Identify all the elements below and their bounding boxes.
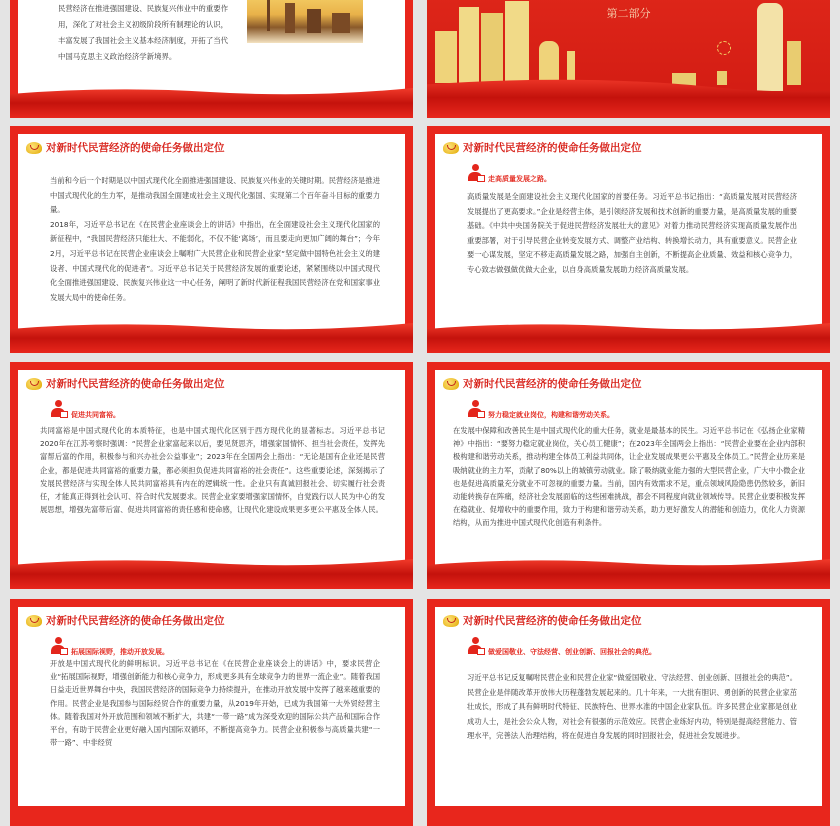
slide-title bbox=[26, 140, 225, 155]
slide-title-text: 对新时代民营经济的使命任务做出定位 bbox=[46, 615, 225, 627]
slide-subtitle-text: 促进共同富裕。 bbox=[71, 411, 120, 419]
party-emblem-icon bbox=[443, 142, 459, 154]
slide-subtitle bbox=[467, 637, 656, 657]
red-ribbon-decoration bbox=[10, 555, 413, 589]
slide-title-text: 对新时代民营经济的使命任务做出定位 bbox=[463, 615, 642, 627]
person-presenter-icon bbox=[50, 637, 68, 657]
slide-subtitle-text: 走高质量发展之路。 bbox=[488, 175, 551, 183]
slide-subtitle bbox=[467, 164, 551, 184]
person-presenter-icon bbox=[467, 637, 485, 657]
slide-body-text: 当前和今后一个时期是以中国式现代化全面推进强国建设、民族复兴伟业的关键时期。民营经济是推进中国式现代化的生力军，是推动我国全面建成社会主义现代化强国、实现第二个百年奋斗目标的重要力量。 2018年，习近平总书记在《在民营企业座谈会上的讲话》中指出，在全面建设社会主义现代化国家的新征程中，“我国民营经济只能壮大、不能弱化，不仅不能‘离场’，而且要走向更加广阔的舞台”；今年2月，习近平总书记在民营企业座谈会上嘱咐广大民营企业和民营企业家“坚定做中国特色社会主义的建设者、中国式现代化的促进者”。习近平总书记关于民营经济发展的重要论述，紧紧围绕以中国式现代化全面推进强国建设、民族复兴伟业这一中心任务，阐明了新时代新征程我国民营经济在党和国家事业发展大局中的使命任务。 bbox=[50, 176, 380, 302]
section-label: 第二部分 bbox=[606, 7, 651, 20]
slide-body-text: 高质量发展是全面建设社会主义现代化国家的首要任务。习近平总书记指出：“高质量发展对民营经济发展提出了更高要求。”企业是经营主体，是引领经济发展和技术创新的重要力量，是高质量发展的重要基础。《中共中央国务院关于促进民营经济发展壮大的意见》对着力推动民营经济实现高质量发展作出重要部署，对于引导民营企业转变发展方式、调整产业结构、转换增长动力，具有重要意义。民营企业要一心谋发展，坚定不移走高质量发展之路，加强自主创新，不断提高企业质量、效益和核心竞争力，专心致志做强做优做大企业，以自身高质量发展助力经济高质量发展。 bbox=[467, 192, 797, 274]
slide-body-text: 开放是中国式现代化的鲜明标识。习近平总书记在《在民营企业座谈会上的讲话》中，要求民营企业“拓展国际视野，增强创新能力和核心竞争力，形成更多具有全球竞争力的世界一流企业”。随着我国日益走近世界舞台中央，我国民营经济的国际竞争力持续提升，在推动开放发展中发挥了越来越重要的作用。民营企业是我国参与国际经贸合作的重要力量，从2019年开始，已成为我国第一大外贸经营主体。随着我国对外开放范围和领域不断扩大，共建“一带一路”成为深受欢迎的国际公共产品和国际合作平台，有助于民营企业更好融入国内国际双循环，不断提高竞争力。民营企业积极参与高质量共建“一带一路”、中非经贸 bbox=[50, 659, 380, 748]
slide-thumbnail-5[interactable] bbox=[10, 362, 413, 589]
slide-subtitle-text: 拓展国际视野，推动开放发展。 bbox=[71, 648, 169, 656]
slide-title-text: 对新时代民营经济的使命任务做出定位 bbox=[463, 378, 642, 390]
slide-thumbnail-2[interactable] bbox=[427, 0, 830, 118]
red-ribbon-decoration bbox=[10, 84, 413, 118]
slide-body-text: 民营经济在推进强国建设、民族复兴伟业中的重要作用，深化了对社会主义初级阶段所有制理论的认识，丰富发展了我国社会主义基本经济制度，开拓了当代中国马克思主义政治经济学新境界。 bbox=[58, 4, 228, 61]
party-emblem-icon bbox=[26, 378, 42, 390]
slide-thumbnail-4[interactable] bbox=[427, 126, 830, 353]
slide-title-text: 对新时代民营经济的使命任务做出定位 bbox=[46, 142, 225, 154]
slide-body-text: 在发展中保障和改善民生是中国式现代化的重大任务，就业是最基本的民生。习近平总书记在《弘扬企业家精神》中指出：“要努力稳定就业岗位，关心员工健康”；在2023年全国两会上指出：“民营企业要在企业内部积极构建和谐劳动关系，推动构建全体员工利益共同体，让企业发展成果更公平惠及全体员工。”民营企业历来是吸纳就业的主力军，贡献了80%以上的城镇劳动就业。除了吸纳就业能力强的大型民营企业，广大中小微企业也是促进高质量充分就业不可忽视的重要力量。当前，国内有效需求不足，重点领域风险隐患仍然较多，新旧动能转换存在阵痛，经济社会发展面临的这些困难挑战，都会不同程度向就业领域传导。民营企业要积极发挥在稳就业、促增收中的重要作用，致力于构建和谐劳动关系，助力更好激发人的潜能和创造力，优化人力资源结构，从而为推进中国式现代化创造有利条件。 bbox=[453, 426, 805, 528]
party-emblem-icon bbox=[443, 378, 459, 390]
slide-title bbox=[443, 140, 642, 155]
slide-title-text: 对新时代民营经济的使命任务做出定位 bbox=[46, 378, 225, 390]
slide-thumbnail-1[interactable] bbox=[10, 0, 413, 118]
person-presenter-icon bbox=[467, 400, 485, 420]
red-ribbon-decoration bbox=[10, 319, 413, 353]
slide-title bbox=[26, 613, 225, 628]
party-emblem-icon bbox=[26, 615, 42, 627]
red-ribbon-decoration bbox=[427, 74, 830, 118]
city-skyline-image bbox=[247, 0, 363, 43]
red-ribbon-decoration bbox=[427, 555, 830, 589]
slide-thumbnail-6[interactable] bbox=[427, 362, 830, 589]
party-emblem-icon bbox=[26, 142, 42, 154]
slide-subtitle bbox=[50, 400, 120, 420]
slide-thumbnail-7[interactable] bbox=[10, 599, 413, 826]
person-presenter-icon bbox=[50, 400, 68, 420]
slide-subtitle bbox=[467, 400, 614, 420]
slide-title bbox=[443, 613, 642, 628]
slide-body-text: 共同富裕是中国式现代化的本质特征，也是中国式现代化区别于西方现代化的显著标志。习近平总书记2020年在江苏考察时强调：“民营企业家富起来以后，要见贤思齐，增强家国情怀、担当社会责任，发挥先富帮后富的作用，积极参与和兴办社会公益事业”；2023年在全国两会上指出：“无论是国有企业还是民营企业，都是促进共同富裕的重要力量，都必须担负促进共同富裕的社会责任”。这些重要论述，深刻揭示了发展民营经济与实现全体人民共同富裕具有内在的逻辑统一性。企业只有真诚回报社会、切实履行社会责任，才能真正得到社会认可、符合时代发展要求。民营企业家要增强家国情怀，自觉践行以人民为中心的发展思想，增强先富带后富、促进共同富裕的责任感和使命感，让现代化建设成果更多更公平惠及全体人民。 bbox=[40, 426, 385, 515]
red-ribbon-decoration bbox=[427, 319, 830, 353]
party-emblem-icon bbox=[443, 615, 459, 627]
slide-subtitle-text: 努力稳定就业岗位，构建和谐劳动关系。 bbox=[488, 411, 614, 419]
person-presenter-icon bbox=[467, 164, 485, 184]
slide-subtitle-text: 做爱国敬业、守法经营、创业创新、回报社会的典范。 bbox=[488, 648, 656, 656]
slide-title-text: 对新时代民营经济的使命任务做出定位 bbox=[463, 142, 642, 154]
slide-thumbnail-3[interactable] bbox=[10, 126, 413, 353]
slide-body-text: 习近平总书记反复嘱咐民营企业和民营企业家“做爱国敬业、守法经营、创业创新、回报社会的典范”。民营企业是伴随改革开放伟大历程蓬勃发展起来的。几十年来，一大批有胆识、勇创新的民营企业家茁壮成长，形成了具有鲜明时代特征、民族特色、世界水准的中国企业家队伍。许多民营企业家都是创业成功人士，是社会公众人物，对社会有很强的示范效应。民营企业练好内功，特别是提高经营能力、管理水平，完善法人治理结构，将在促进自身发展的同时回报社会，促进社会发展进步。 bbox=[467, 673, 797, 741]
slide-thumbnail-8[interactable] bbox=[427, 599, 830, 826]
slide-subtitle bbox=[50, 637, 169, 657]
slide-title bbox=[26, 376, 225, 391]
slide-title bbox=[443, 376, 642, 391]
